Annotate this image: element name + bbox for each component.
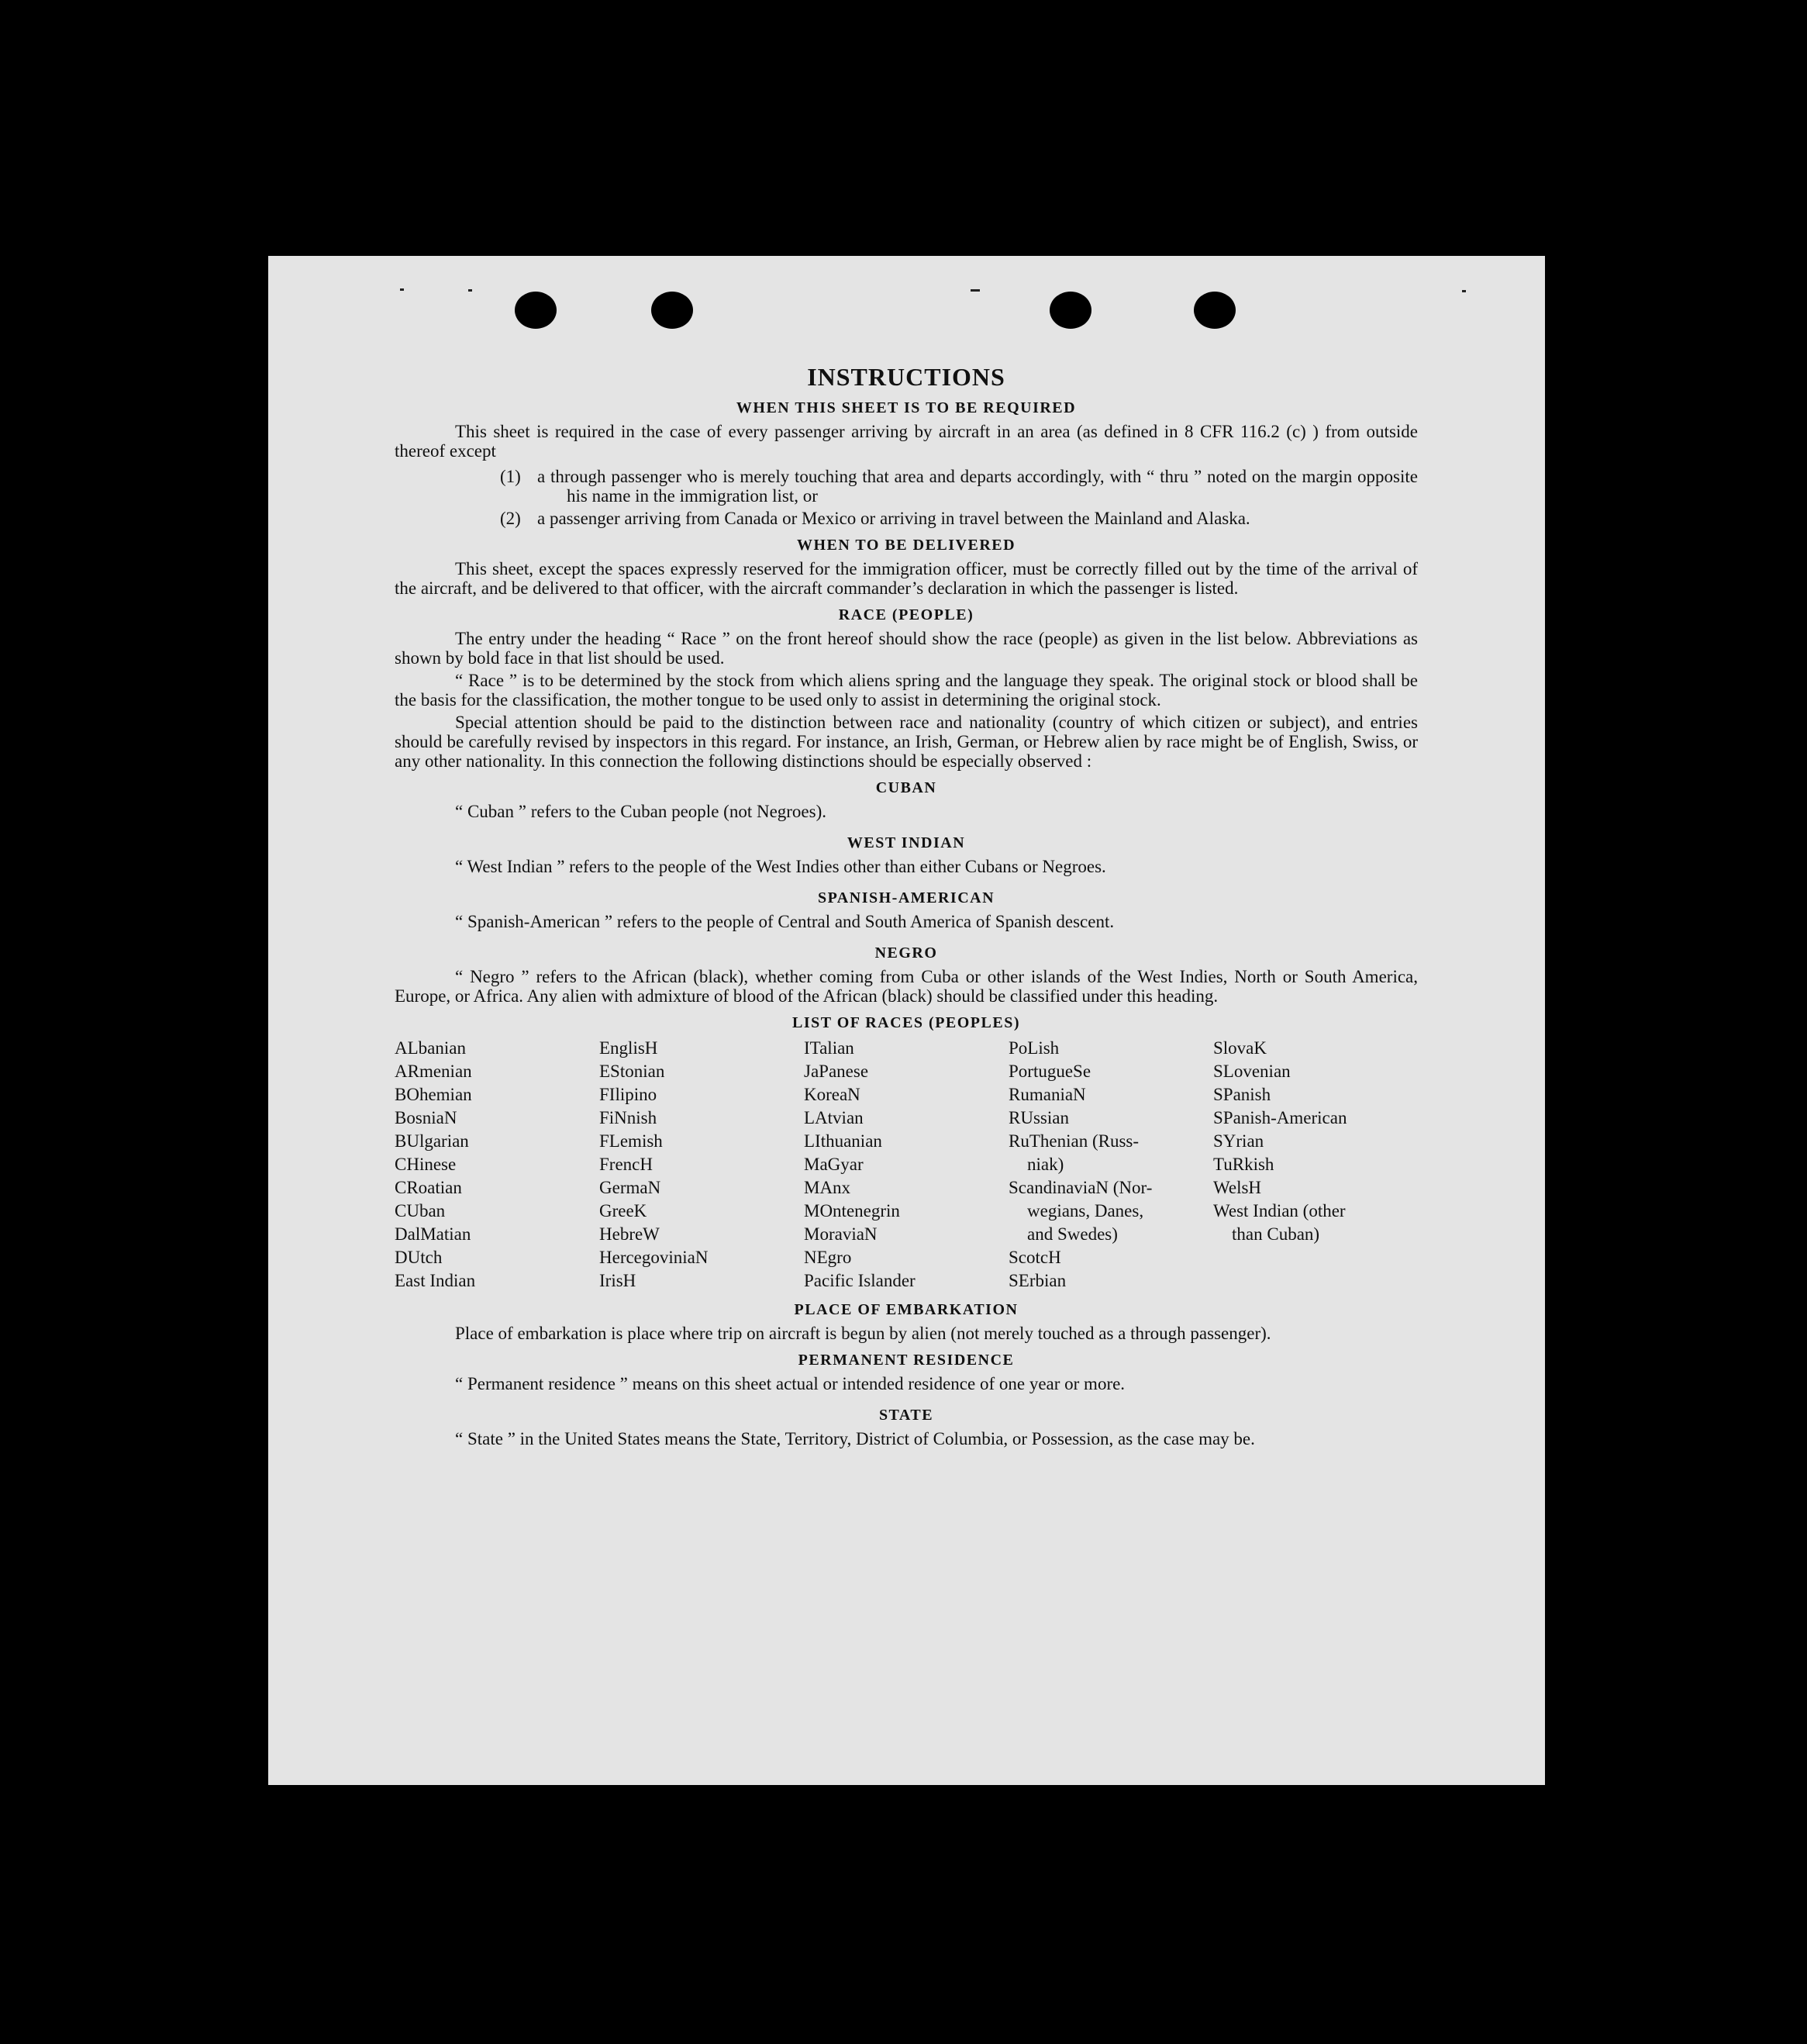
race-entry: FIlipino bbox=[599, 1085, 657, 1104]
race-entry: SErbian bbox=[1009, 1271, 1067, 1290]
race-entry: TuRkish bbox=[1213, 1155, 1274, 1174]
list-item-number: (1) bbox=[500, 467, 521, 486]
race-entry: JaPanese bbox=[804, 1062, 869, 1081]
race-entry: SYrian bbox=[1213, 1131, 1264, 1151]
race-entry: ALbanian bbox=[395, 1038, 466, 1058]
race-entry: RUssian bbox=[1009, 1108, 1069, 1127]
speck bbox=[1462, 290, 1466, 292]
paragraph-race-3: Special attention should be paid to the distinction between race and nationality (country of which citizen or subject), and entries should be carefully revised by inspectors in this regard. For instance, an Irish, German, or Hebrew alien by race might be of English, Swiss, or any other nationality. In this connection the following distinctions should be especially observed : bbox=[395, 713, 1418, 771]
paragraph-cuban: “ Cuban ” refers to the Cuban people (not Negroes). bbox=[455, 802, 827, 821]
heading-negro: NEGRO bbox=[874, 944, 938, 962]
punch-hole bbox=[1050, 292, 1091, 329]
list-item bbox=[395, 509, 1418, 528]
paragraph-permanent-residence: “ Permanent residence ” means on this sheet actual or intended residence of one year or more. bbox=[455, 1374, 1126, 1393]
race-entry: BosniaN bbox=[395, 1108, 457, 1127]
document-page bbox=[268, 256, 1545, 1785]
punch-hole bbox=[515, 292, 557, 329]
race-entry: IrisH bbox=[599, 1271, 636, 1290]
race-entry: MoraviaN bbox=[804, 1224, 878, 1244]
race-entry: ITalian bbox=[804, 1038, 854, 1058]
race-entry: SLovenian bbox=[1213, 1062, 1291, 1081]
list-item-number: (2) bbox=[500, 509, 521, 528]
race-entry: SPanish bbox=[1213, 1085, 1271, 1104]
race-entry: and Swedes) bbox=[1027, 1224, 1118, 1244]
race-entry: West Indian (other bbox=[1213, 1201, 1346, 1221]
race-entry: MOntenegrin bbox=[804, 1201, 900, 1221]
races-column bbox=[1213, 1037, 1418, 1293]
punch-hole bbox=[1194, 292, 1236, 329]
race-entry: CUban bbox=[395, 1201, 446, 1221]
heading-cuban: CUBAN bbox=[875, 779, 937, 796]
race-entry: BUlgarian bbox=[395, 1131, 469, 1151]
list-item bbox=[395, 467, 1418, 506]
race-entry: than Cuban) bbox=[1232, 1224, 1320, 1244]
race-entry: NEgro bbox=[804, 1248, 852, 1267]
races-list bbox=[395, 1037, 1418, 1293]
race-entry: Pacific Islander bbox=[804, 1271, 916, 1290]
race-entry: WelsH bbox=[1213, 1178, 1262, 1197]
race-entry: ARmenian bbox=[395, 1062, 472, 1081]
race-entry: FrencH bbox=[599, 1155, 653, 1174]
instructions-content bbox=[395, 363, 1418, 1448]
race-entry: MAnx bbox=[804, 1178, 851, 1197]
page-title: INSTRUCTIONS bbox=[807, 363, 1005, 391]
race-entry: KoreaN bbox=[804, 1085, 860, 1104]
race-entry: DalMatian bbox=[395, 1224, 471, 1244]
race-entry: MaGyar bbox=[804, 1155, 864, 1174]
heading-list-of-races: LIST OF RACES (PEOPLES) bbox=[791, 1014, 1020, 1031]
race-entry: ScotcH bbox=[1009, 1248, 1061, 1267]
race-entry: HercegoviniaN bbox=[599, 1248, 709, 1267]
heading-state: STATE bbox=[878, 1407, 934, 1424]
list-item-text: a through passenger who is merely touching that area and departs accordingly, with “ thru ” noted on the margin opposite his name in the immigration list, or bbox=[537, 467, 1418, 506]
paragraph-state: “ State ” in the United States means the State, Territory, District of Columbia, or Possession, as the case may be. bbox=[455, 1429, 1255, 1448]
race-entry: SlovaK bbox=[1213, 1038, 1267, 1058]
heading-embarkation: PLACE OF EMBARKATION bbox=[794, 1301, 1019, 1318]
race-entry: DUtch bbox=[395, 1248, 443, 1267]
race-entry: CHinese bbox=[395, 1155, 457, 1174]
race-entry: RuThenian (Russ- bbox=[1009, 1131, 1140, 1151]
list-item-text: a passenger arriving from Canada or Mexico or arriving in travel between the Mainland and Alaska. bbox=[537, 509, 1250, 528]
race-entry: RumaniaN bbox=[1009, 1085, 1086, 1104]
race-entry: HebreW bbox=[599, 1224, 660, 1244]
race-entry: PoLish bbox=[1009, 1038, 1060, 1058]
heading-west-indian: WEST INDIAN bbox=[847, 834, 966, 851]
speck bbox=[400, 288, 404, 291]
race-entry: wegians, Danes, bbox=[1027, 1201, 1144, 1221]
race-entry: EStonian bbox=[599, 1062, 665, 1081]
paragraph-embarkation: Place of embarkation is place where trip on aircraft is begun by alien (not merely touched as a through passenger). bbox=[455, 1324, 1271, 1343]
race-entry: BOhemian bbox=[395, 1085, 472, 1104]
paragraph-race-2: “ Race ” is to be determined by the stock from which aliens spring and the language they speak. The original stock or blood shall be the basis for the classification, the mother tongue to be used only to assist in determining the original stock. bbox=[395, 671, 1418, 710]
heading-spanish-american: SPANISH-AMERICAN bbox=[817, 889, 995, 906]
paragraph-negro: “ Negro ” refers to the African (black), whether coming from Cuba or other islands of the West Indies, North or South America, Europe, or Africa. Any alien with admixture of blood of the African (black) should be classified under this heading. bbox=[395, 967, 1418, 1006]
paragraph-spanish-american: “ Spanish-American ” refers to the people of Central and South America of Spanish descent. bbox=[455, 912, 1115, 931]
heading-race: RACE (PEOPLE) bbox=[838, 606, 974, 623]
races-column bbox=[395, 1037, 599, 1293]
race-entry: East Indian bbox=[395, 1271, 476, 1290]
paragraph-west-indian: “ West Indian ” refers to the people of the West Indies other than either Cubans or Negroes. bbox=[455, 857, 1106, 876]
races-column bbox=[1009, 1037, 1213, 1293]
races-column bbox=[599, 1037, 804, 1293]
race-entry: FLemish bbox=[599, 1131, 663, 1151]
punch-hole bbox=[651, 292, 693, 329]
race-entry: SPanish-American bbox=[1213, 1108, 1347, 1127]
race-entry: FiNnish bbox=[599, 1108, 657, 1127]
race-entry: ScandinaviaN (Nor- bbox=[1009, 1178, 1153, 1197]
speck bbox=[971, 289, 980, 292]
race-entry: CRoatian bbox=[395, 1178, 462, 1197]
race-entry: GermaN bbox=[599, 1178, 661, 1197]
race-entry: niak) bbox=[1027, 1155, 1064, 1174]
heading-permanent-residence: PERMANENT RESIDENCE bbox=[798, 1352, 1015, 1369]
race-entry: GreeK bbox=[599, 1201, 647, 1221]
heading-when-required: WHEN THIS SHEET IS TO BE REQUIRED bbox=[736, 399, 1077, 416]
heading-when-delivered: WHEN TO BE DELIVERED bbox=[796, 537, 1016, 554]
races-column bbox=[804, 1037, 1009, 1293]
race-entry: EnglisH bbox=[599, 1038, 658, 1058]
paragraph-when-required: This sheet is required in the case of every passenger arriving by aircraft in an area (as defined in 8 CFR 116.2 (c) ) from outside thereof except bbox=[395, 422, 1418, 461]
speck bbox=[468, 289, 472, 292]
paragraph-when-delivered: This sheet, except the spaces expressly reserved for the immigration officer, must be correctly filled out by the time of the arrival of the aircraft, and be delivered to that officer, with the aircraft commander’s declaration in which the passenger is listed. bbox=[395, 559, 1418, 598]
race-entry: PortugueSe bbox=[1009, 1062, 1091, 1081]
paragraph-race-1: The entry under the heading “ Race ” on the front hereof should show the race (people) as given in the list below. Abbreviations as shown by bold face in that list should be used. bbox=[395, 629, 1418, 668]
race-entry: LAtvian bbox=[804, 1108, 864, 1127]
race-entry: LIthuanian bbox=[804, 1131, 882, 1151]
